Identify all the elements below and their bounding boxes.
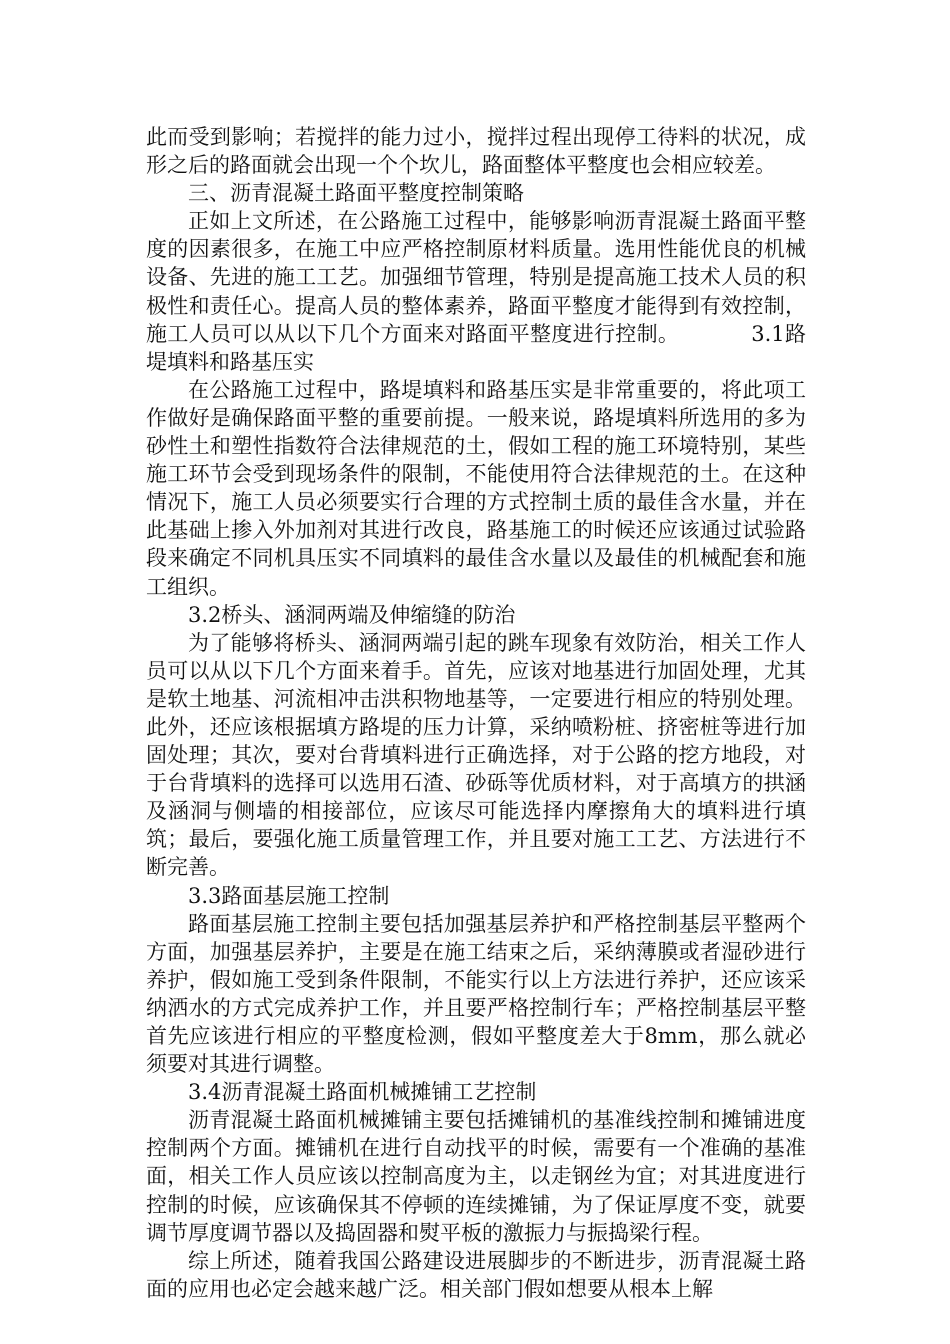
paragraph: 路面基层施工控制主要包括加强基层养护和严格控制基层平整两个方面，加强基层养护，主要是在施工结束之后，采纳薄膜或者湿砂进行养护，假如施工受到条件限制，不能实行以上方法进行养护，还应该采纳洒水的方式完成养护工作，并且要严格控制行车；严格控制基层平整首先应该进行相应的平整度检测，假如平整度差大于8mm，那么就必须要对其进行调整。 — [146, 911, 806, 1077]
paragraph: 为了能够将桥头、涵洞两端引起的跳车现象有效防治，相关工作人员可以从以下几个方面来着手。首先，应该对地基进行加固处理，尤其是软土地基、河流相冲击洪积物地基等，一定要进行相应的特别处理。此外，还应该根据填方路堤的压力计算，采纳喷粉桩、挤密桩等进行加固处理；其次，要对台背填料进行正确选择，对于公路的挖方地段，对于台背填料的选择可以选用石渣、砂砾等优质材料，对于高填方的拱涵及涵洞与侧墙的相接部位，应该尽可能选择内摩擦角大的填料进行填筑；最后，要强化施工质量管理工作，并且要对施工工艺、方法进行不断完善。 — [146, 630, 806, 880]
paragraph: 此而受到影响；若搅拌的能力过小，搅拌过程出现停工待料的状况，成形之后的路面就会出现一个个坎儿，路面整体平整度也会相应较差。 — [146, 125, 806, 178]
paragraph — [146, 207, 806, 376]
document-page — [146, 123, 806, 1303]
paragraph: 综上所述，随着我国公路建设进展脚步的不断进步，沥青混凝土路面的应用也必定会越来越广泛。相关部门假如想要从根本上解 — [146, 1248, 806, 1301]
paragraph-text: 正如上文所述，在公路施工过程中，能够影响沥青混凝土路面平整度的因素很多，在施工中应严格控制原材料质量。选用性能优良的机械设备、先进的施工工艺。加强细节管理，特别是提高施工技术人员的积极性和责任心。提高人员的整体素养，路面平整度才能得到有效控制，施工人员可以从以下几个方面来对路面平整度进行控制。 — [146, 209, 806, 346]
paragraph: 沥青混凝土路面机械摊铺主要包括摊铺机的基准线控制和摊铺进度控制两个方面。摊铺机在进行自动找平的时候，需要有一个准确的基准面，相关工作人员应该以控制高度为主，以走钢丝为宜；对其进度进行控制的时候，应该确保其不停顿的连续摊铺，为了保证厚度不变，就要调节厚度调节器以及捣固器和熨平板的激振力与振捣梁行程。 — [146, 1108, 806, 1245]
subsection-heading: 3.3路面基层施工控制 — [188, 883, 390, 908]
subsection-heading: 3.1路堤填料和路基压实 — [146, 321, 806, 374]
subsection-heading: 3.2桥头、涵洞两端及伸缩缝的防治 — [188, 602, 516, 627]
subsection-heading: 3.4沥青混凝土路面机械摊铺工艺控制 — [188, 1080, 537, 1105]
section-heading: 三、沥青混凝土路面平整度控制策略 — [188, 181, 524, 206]
paragraph: 在公路施工过程中，路堤填料和路基压实是非常重要的，将此项工作做好是确保路面平整的重要前提。一般来说，路堤填料所选用的多为砂性土和塑性指数符合法律规范的土，假如工程的施工环境特别，某些施工环节会受到现场条件的限制，不能使用符合法律规范的土。在这种情况下，施工人员必须要实行合理的方式控制土质的最佳含水量，并在此基础上掺入外加剂对其进行改良，路基施工的时候还应该通过试验路段来确定不同机具压实不同填料的最佳含水量以及最佳的机械配套和施工组织。 — [146, 377, 806, 599]
